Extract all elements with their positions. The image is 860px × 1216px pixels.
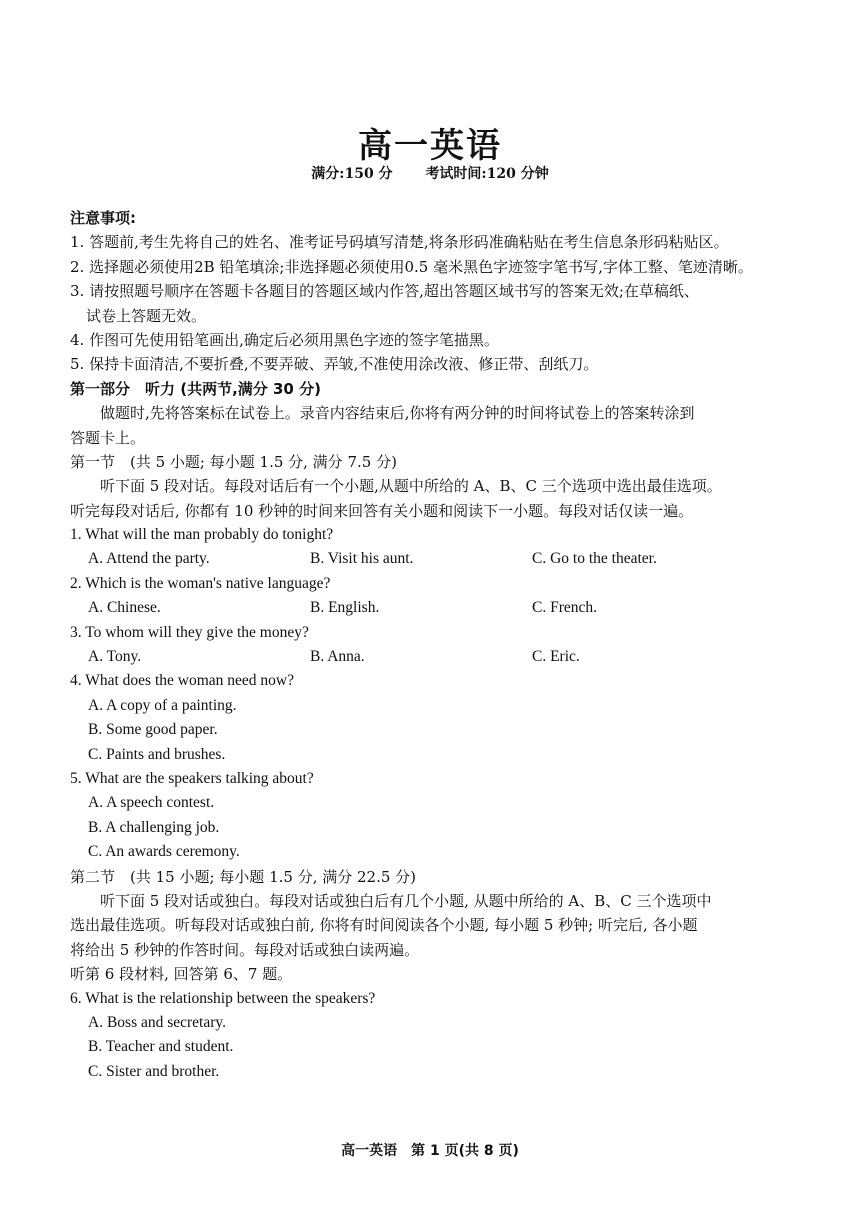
option-b: B. Teacher and student. — [88, 1038, 234, 1056]
option-c: C. Sister and brother. — [88, 1062, 220, 1080]
question-options — [70, 547, 790, 571]
notice-item: 3. 请按照题号顺序在答题卡各题目的答题区域内作答,超出答题区域书写的答案无效;在草稿纸、 — [70, 282, 699, 301]
part1-intro: 做题时,先将答案标在试卷上。录音内容结束后,你将有两分钟的时间将试卷上的答案转涂到 — [100, 404, 695, 423]
part1-intro: 答题卡上。 — [70, 428, 146, 447]
exam-time: 考试时间:120 分钟 — [425, 166, 549, 182]
question-options — [70, 596, 790, 620]
option-b: B. A challenging job. — [88, 818, 220, 836]
page-title: 高一英语 — [358, 126, 502, 166]
question-options — [70, 645, 790, 669]
material-note: 听第 6 段材料, 回答第 6、7 题。 — [70, 965, 293, 984]
option-b: B. Anna. — [310, 648, 365, 666]
question-stem: 6. What is the relationship between the speakers? — [70, 989, 376, 1007]
section2-instructions: 将给出 5 秒钟的作答时间。每段对话或独白读两遍。 — [70, 940, 420, 959]
exam-info — [0, 163, 860, 183]
exam-content — [70, 206, 790, 1084]
page-footer: 高一英语 第 1 页(共 8 页) — [341, 1143, 519, 1159]
notice-item: 1. 答题前,考生先将自己的姓名、准考证号码填写清楚,将条形码准确粘贴在考生信息条形码粘贴区。 — [70, 233, 729, 252]
option-b: B. English. — [310, 599, 380, 617]
section2-heading: 第二节 (共 15 小题; 每小题 1.5 分, 满分 22.5 分) — [70, 867, 417, 886]
question-stem: 3. To whom will they give the money? — [70, 623, 309, 641]
section1-heading: 第一节 (共 5 小题; 每小题 1.5 分, 满分 7.5 分) — [70, 452, 397, 471]
question-stem: 4. What does the woman need now? — [70, 672, 294, 690]
option-c: C. Eric. — [532, 648, 580, 666]
option-c: C. French. — [532, 599, 598, 617]
option-a: A. A copy of a painting. — [88, 696, 237, 714]
notice-item: 2. 选择题必须使用2B 铅笔填涂;非选择题必须使用0.5 毫米黑色字迹签字笔书写,字体工整、笔迹清晰。 — [70, 257, 753, 276]
option-a: A. Attend the party. — [88, 550, 210, 568]
option-a: A. Boss and secretary. — [88, 1013, 227, 1031]
notice-heading: 注意事项: — [70, 209, 136, 227]
option-a: A. Tony. — [88, 648, 142, 666]
full-score: 满分:150 分 — [311, 166, 393, 182]
notice-item: 4. 作图可先使用铅笔画出,确定后必须用黑色字迹的签字笔描黑。 — [70, 330, 499, 349]
option-b: B. Visit his aunt. — [310, 550, 414, 568]
option-c: C. An awards ceremony. — [88, 843, 240, 861]
part1-heading: 第一部分 听力 (共两节,满分 30 分) — [70, 379, 321, 398]
option-c: C. Paints and brushes. — [88, 745, 226, 763]
question-stem: 2. Which is the woman's native language? — [70, 574, 331, 592]
option-b: B. Some good paper. — [88, 721, 218, 739]
notice-item: 5. 保持卡面清洁,不要折叠,不要弄破、弄皱,不准使用涂改液、修正带、刮纸刀。 — [70, 355, 599, 374]
question-stem: 1. What will the man probably do tonight? — [70, 526, 334, 544]
option-c: C. Go to the theater. — [532, 550, 657, 568]
option-a: A. A speech contest. — [88, 794, 215, 812]
notice-item: 试卷上答题无效。 — [86, 306, 207, 325]
section2-instructions: 选出最佳选项。听每段对话或独白前, 你将有时间阅读各个小题, 每小题 5 秒钟; 听完后, 各小题 — [70, 916, 698, 935]
option-a: A. Chinese. — [88, 599, 161, 617]
section2-instructions: 听下面 5 段对话或独白。每段对话或独白后有几个小题, 从题中所给的 A、B、C 三个选项中 — [100, 891, 712, 910]
question-stem: 5. What are the speakers talking about? — [70, 769, 314, 787]
section1-instructions: 听下面 5 段对话。每段对话后有一个小题,从题中所给的 A、B、C 三个选项中选出最佳选项。 — [100, 477, 722, 496]
section1-instructions: 听完每段对话后, 你都有 10 秒钟的时间来回答有关小题和阅读下一小题。每段对话仅读一遍。 — [70, 501, 694, 520]
